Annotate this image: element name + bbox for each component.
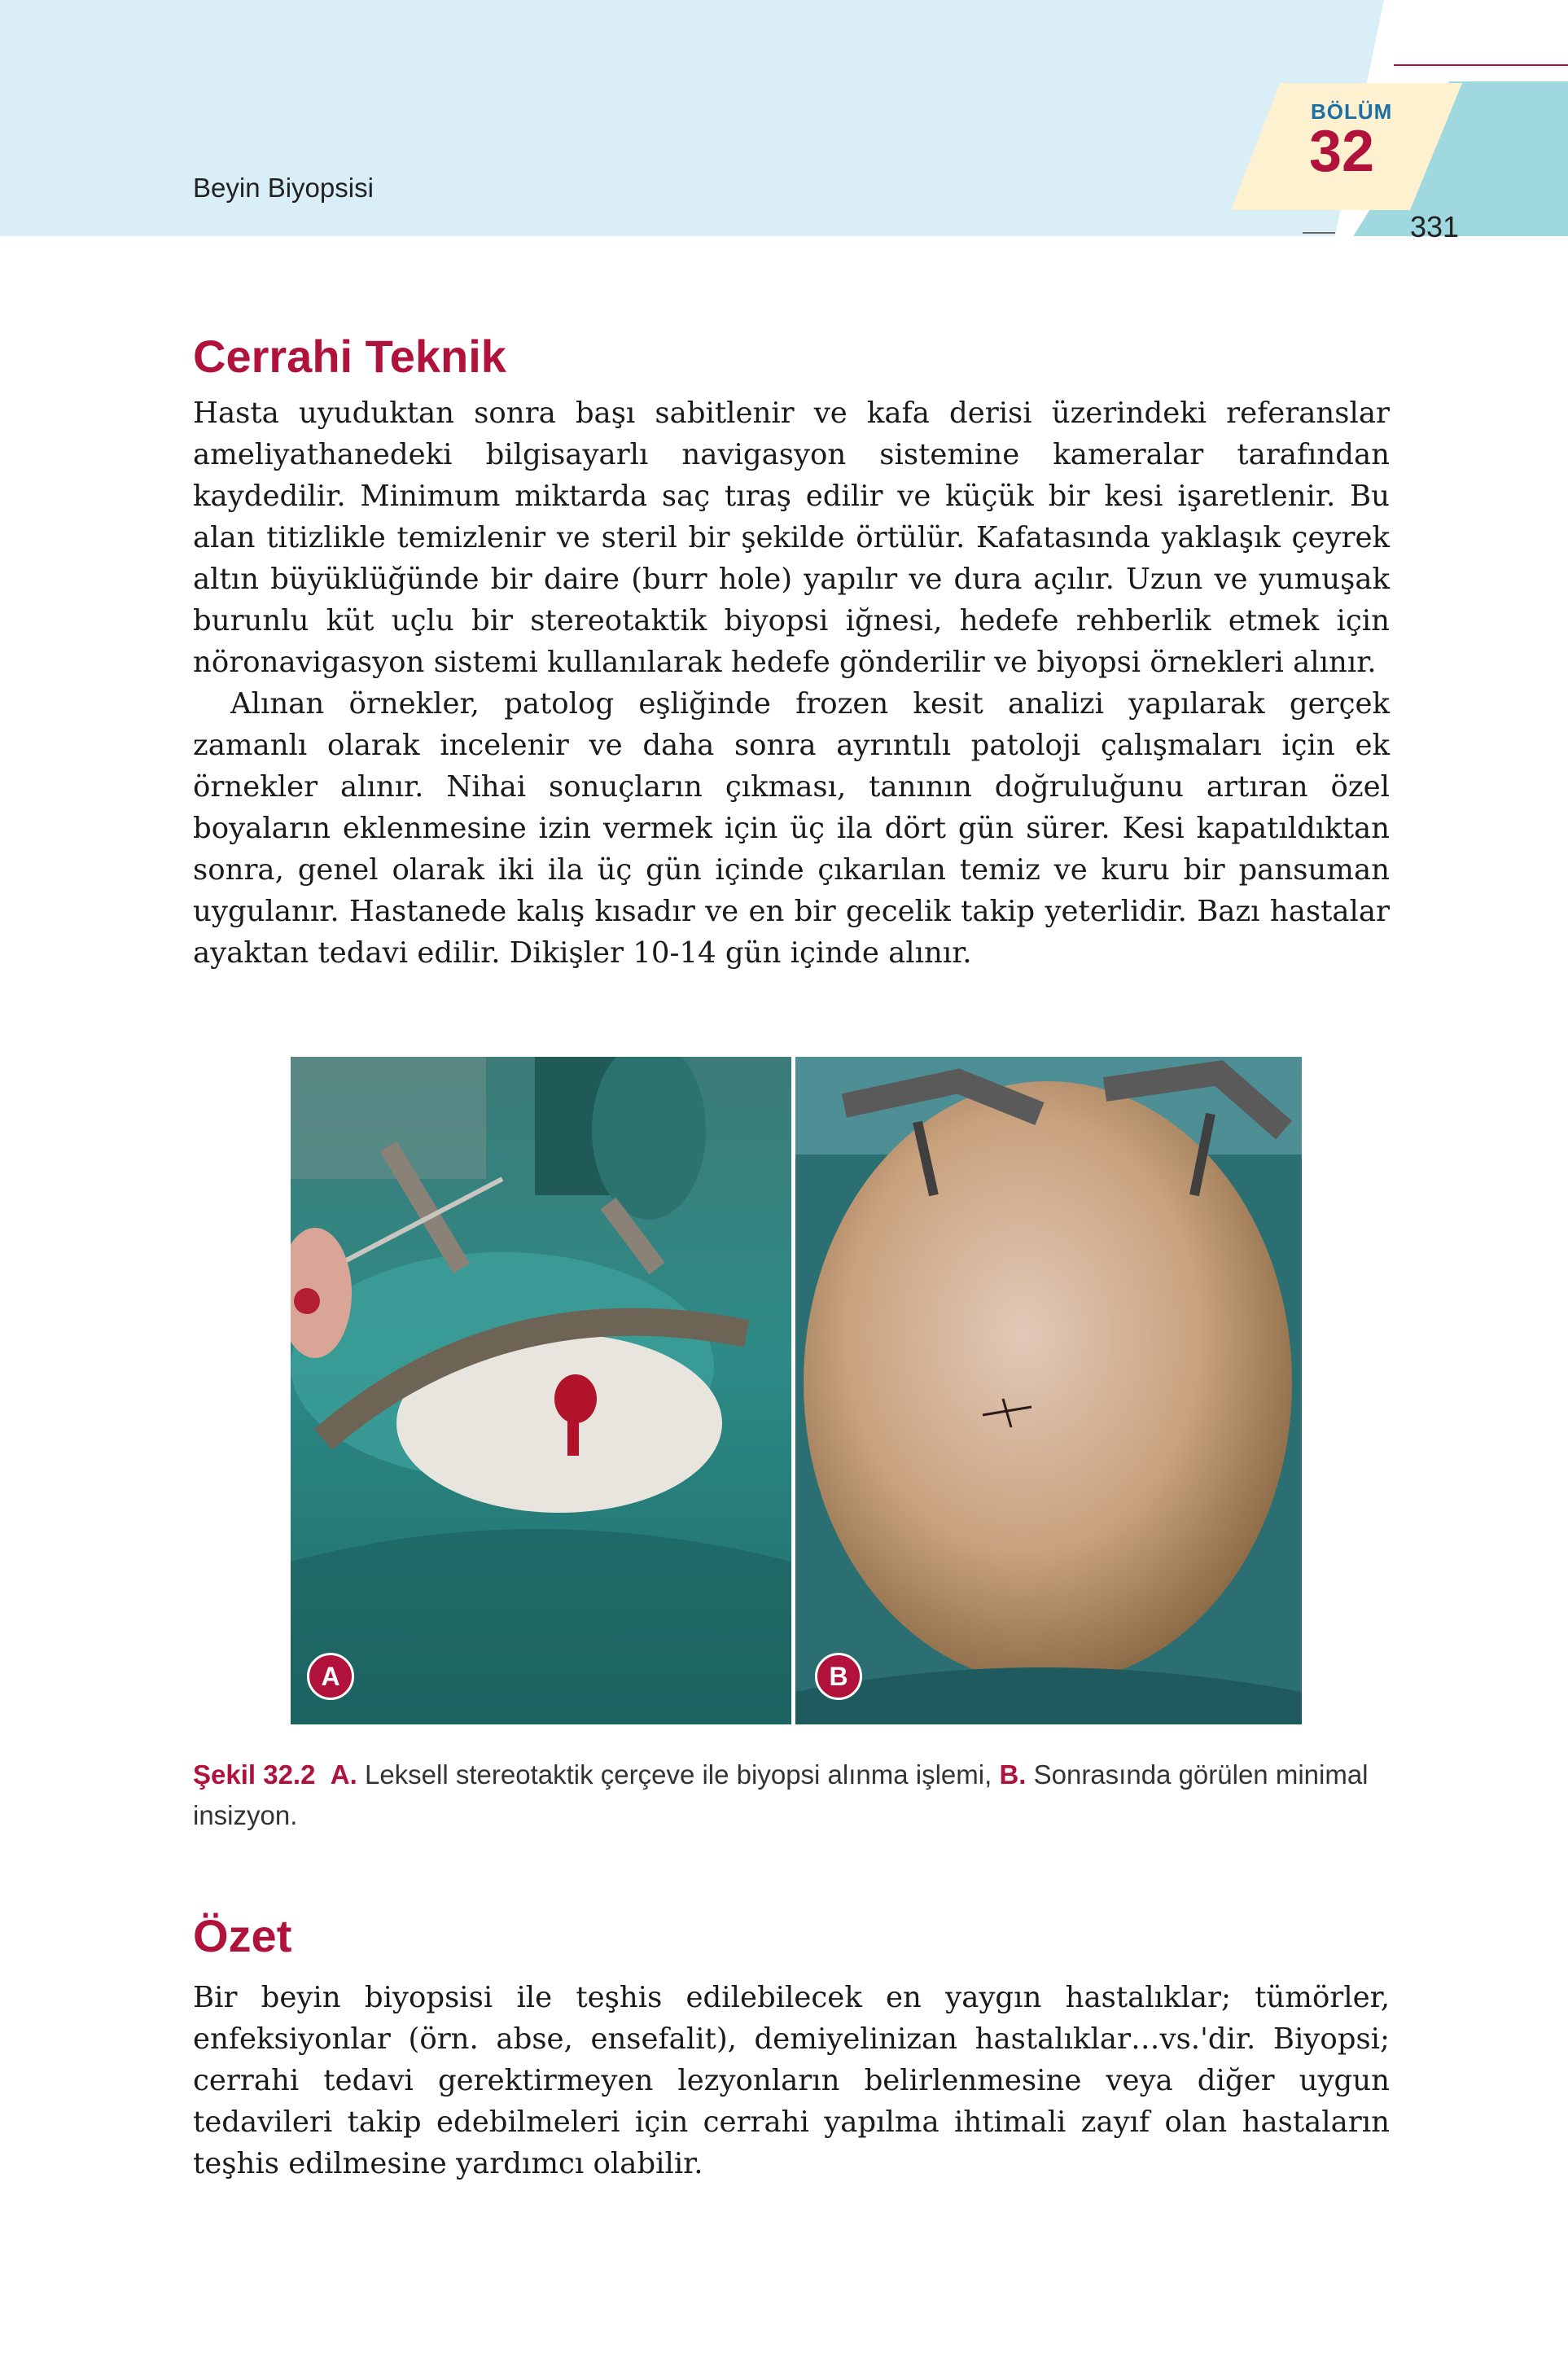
running-title: Beyin Biyopsisi [193,173,374,203]
caption-text-b: Sonrasında görülen minimal insizyon. [193,1759,1369,1830]
caption-text-a: Leksell stereotaktik çerçeve ile biyopsi alınma işlemi, [357,1759,1000,1790]
figure-label-a: A [307,1653,354,1700]
caption-number: Şekil 32.2 [193,1759,316,1790]
figure-photo-a [291,1057,791,1724]
paragraph: Hasta uyuduktan sonra başı sabitlenir ve kafa derisi üzerindeki referanslar ameliyathanedeki bilgisayarlı navigasyon sistemine kameralar tarafından kaydedilir. Minimum miktarda saç tıraş edilir ve küçük bir kesi işaretlenir. Bu alan titizlikle temizlenir ve steril bir şekilde örtülür. Kafatasında yaklaşık çeyrek altın büyüklüğünde bir daire (burr hole) yapılır ve dura açılır. Uzun ve yumuşak burunlu küt uçlu bir stereotaktik biyopsi iğnesi, hedefe rehberlik etmek için nöronavigasyon sistemi kullanılarak hedefe gönderilir ve biyopsi örnekleri alınır. [193,397,1390,679]
section-body-cerrahi-teknik [193,392,1390,974]
caption-marker-b: B. [999,1759,1027,1790]
chapter-number: 32 [1309,119,1375,184]
figure-caption [193,1755,1390,1836]
page-number: 331 [1410,210,1460,243]
section-body-ozet [193,1977,1390,2184]
scalp-photo [795,1057,1302,1724]
figure-label-b: B [815,1653,862,1700]
paragraph: Bir beyin biyopsisi ile teşhis edilebilecek en yaygın hastalıklar; tümörler, enfeksiyonlar (örn. abse, ensefalit), demiyelinizan hastalıklar…vs.'dir. Biyopsi; cerrahi tedavi gerektirmeyen lezyonların belirlenmesine veya diğer uygun tedavileri takip edebilmeleri için cerrahi yapılma ihtimali zayıf olan hastaların teşhis edilmesine yardımcı olabilir. [193,1981,1390,2180]
paragraph: Alınan örnekler, patolog eşliğinde frozen kesit analizi yapılarak gerçek zamanlı olarak incelenir ve daha sonra ayrıntılı patoloji çalışmaları için ek örnekler alınır. Nihai sonuçların çıkması, tanının doğruluğunu artıran özel boyaların eklenmesine izin vermek için üç ila dört gün sürer. Kesi kapatıldıktan sonra, genel olarak iki ila üç gün içinde çıkarılan temiz ve kuru bir pansuman uygulanır. Hastanede kalış kısadır ve en bir gecelik takip yeterlidir. Bazı hastalar ayaktan tedavi edilir. Dikişler 10-14 gün içinde alınır. [193,687,1390,970]
figure-photo-b [795,1057,1302,1724]
caption-marker-a: A. [330,1759,357,1790]
section-heading-cerrahi-teknik: Cerrahi Teknik [193,331,506,382]
surgery-photo [291,1057,791,1724]
chapter-label: BÖLÜM [1311,99,1393,124]
section-heading-ozet: Özet [193,1910,292,1961]
